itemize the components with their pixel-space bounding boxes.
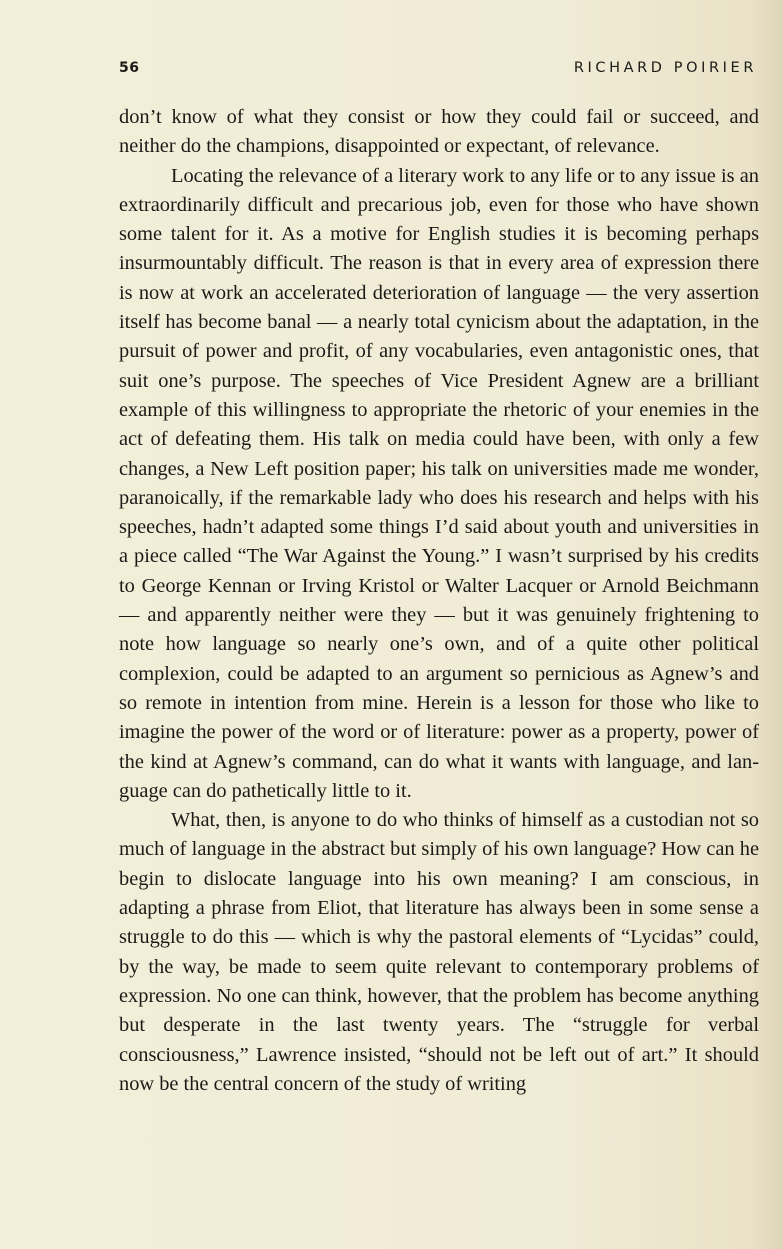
- paragraph: don’t know of what they consist or how they could fail or succeed, and neither do the champions, disappointed or expectant, of relevance.: [119, 106, 759, 158]
- page-number: 56: [119, 60, 140, 76]
- running-head-author: RICHARD POIRIER: [573, 60, 757, 76]
- body-text: [119, 103, 759, 1099]
- paragraph: What, then, is anyone to do who thinks of himself as a custodian not so much of language in the abstract but simply of his own language? How can he begin to dislocate language into his own meaning? I am conscious, in adapting a phrase from Eliot, that literature has always been in some sense a struggle to do this — which is why the pastoral elements of “Lycidas” could, by the way, be made to seem quite relevant to contemporary problems of expression. No one can think, however, that the problem has become anything but desperate in the last twenty years. The “struggle for verbal consciousness,” Lawrence insisted, “should not be left out of art.” It should now be the central concern of the study of writing: [119, 809, 759, 1095]
- paragraph: Locating the relevance of a literary work to any life or to any issue is an extraordinarily difficult and precarious job, even for those who have shown some talent for it. As a motive for English studies it is becoming perhaps insurmountably difficult. The reason is that in every area of expression there is now at work an accelerated deterioration of language — the very assertion itself has become banal — a nearly total cynicism about the adaptation, in the pursuit of power and profit, of any vocabularies, even antagonistic ones, that suit one’s purpose. The speeches of Vice President Agnew are a brilliant example of this willingness to appropriate the rhetoric of your enemies in the act of defeating them. His talk on media could have been, with only a few changes, a New Left position paper; his talk on universities made me wonder, paranoically, if the remarkable lady who does his research and helps with his speeches, hadn’t adapted some things I’d said about youth and universities in a piece called “The War Against the Young.” I wasn’t surprised by his credits to George Kennan or Irving Kristol or Walter Lacquer or Arnold Beichmann — and apparently neither were they — but it was genuinely frightening to note how language so nearly one’s own, and of a quite other political complexion, could be adapted to an argument so pernicious as Agnew’s and so remote in intention from mine. Herein is a lesson for those who like to imagine the power of the word or of literature: power as a property, power of the kind at Agnew’s command, can do what it wants with language, and language can do pathetically little to it.: [119, 164, 759, 802]
- running-head: [119, 60, 757, 80]
